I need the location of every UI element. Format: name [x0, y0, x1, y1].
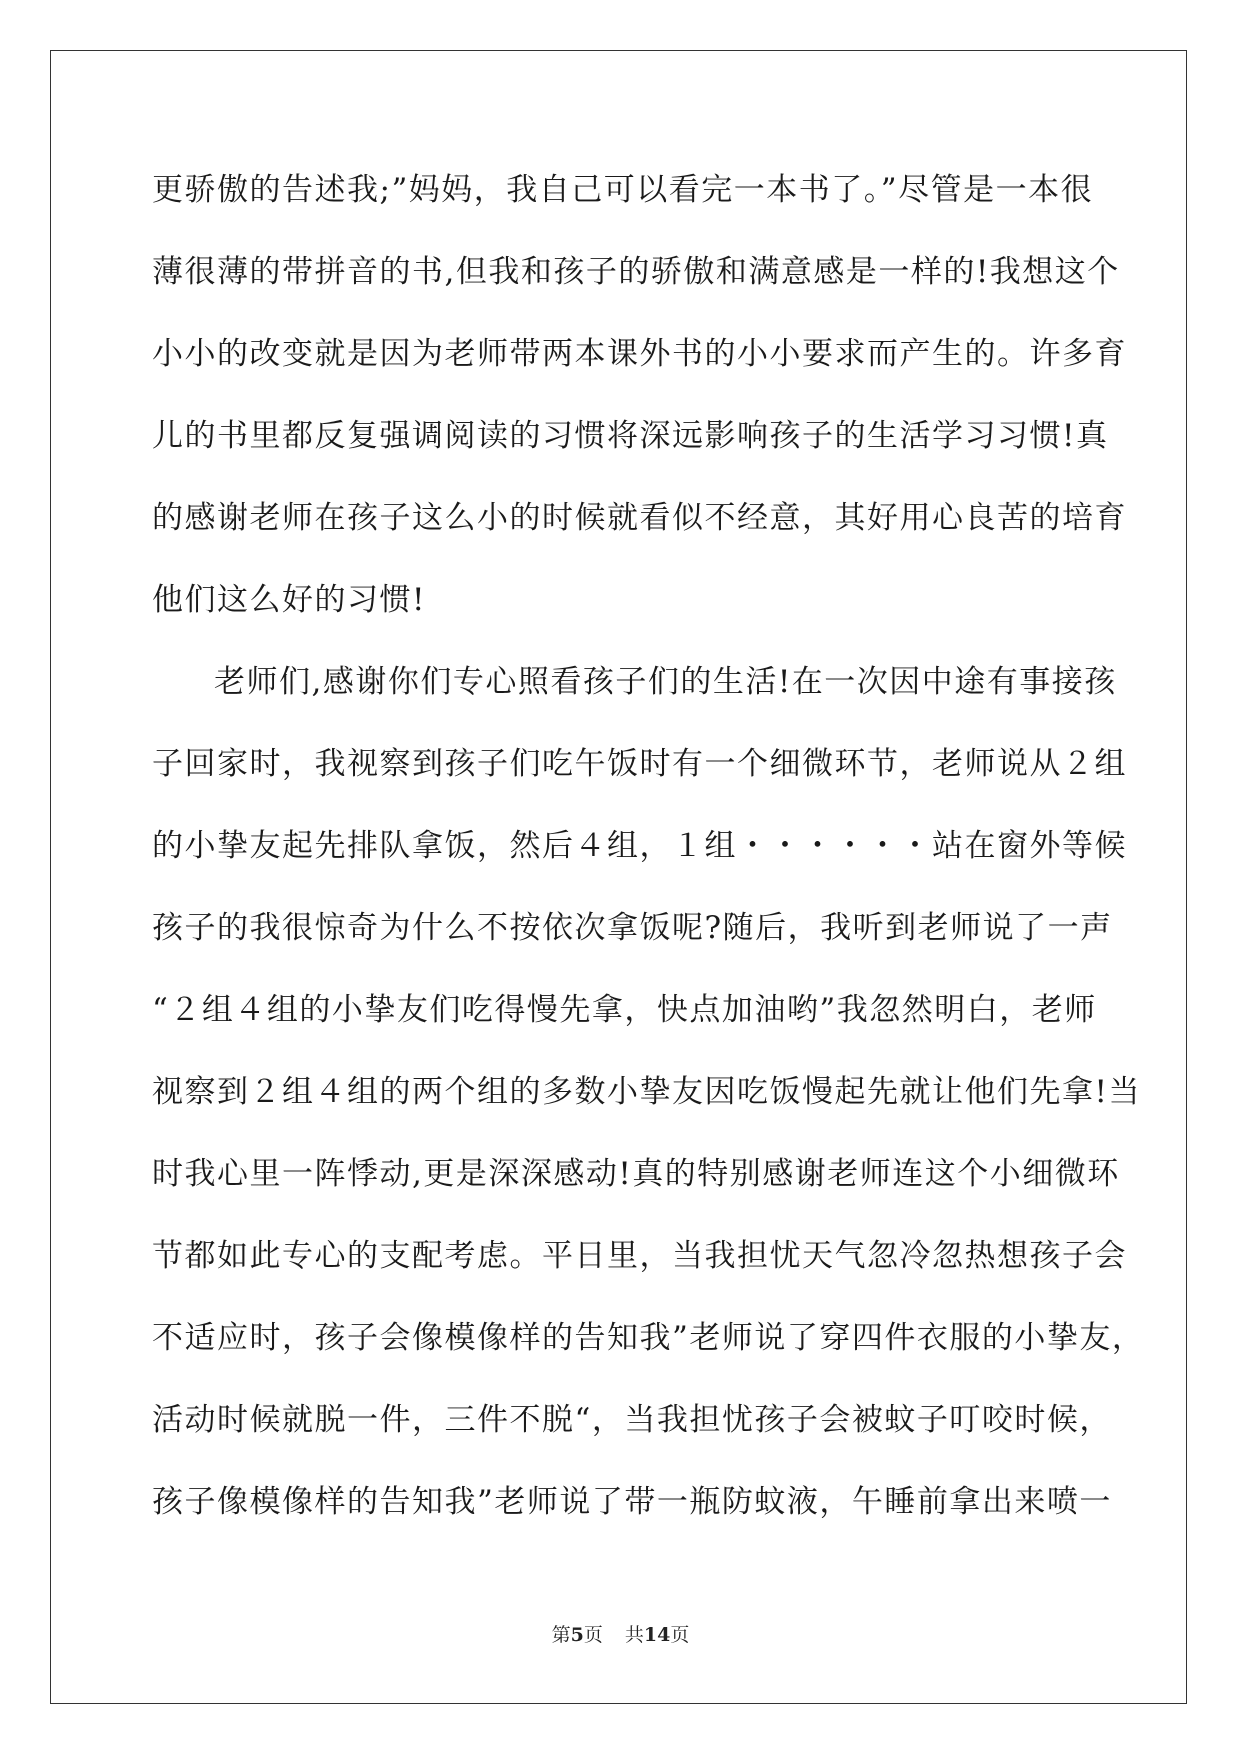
total-pages-number: 14 — [643, 1624, 671, 1646]
total-label-suffix: 页 — [670, 1624, 690, 1646]
text-line: 不适应时，孩子会像模像样的告知我”老师说了穿四件衣服的小挚友， — [152, 1320, 1145, 1356]
text-line: 老师们,感谢你们专心照看孩子们的生活!在一次因中途有事接孩 — [214, 664, 1117, 700]
text-line: 的感谢老师在孩子这么小的时候就看似不经意，其好用心良苦的培育 — [152, 500, 1127, 536]
text-line: 孩子的我很惊奇为什么不按依次拿饭呢?随后，我听到老师说了一声 — [152, 910, 1113, 946]
text-line: 活动时候就脱一件，三件不脱“，当我担忧孩子会被蚊子叮咬时候， — [152, 1402, 1112, 1438]
text-line: 节都如此专心的支配考虑。平日里，当我担忧天气忽冷忽热想孩子会 — [152, 1238, 1127, 1274]
current-page-number: 5 — [570, 1624, 584, 1646]
total-label-prefix: 共 — [624, 1624, 644, 1646]
text-line: 他们这么好的习惯! — [152, 582, 426, 618]
text-line: “２组４组的小挚友们吃得慢先拿，快点加油哟”我忽然明白，老师 — [152, 992, 1097, 1028]
text-line: 薄很薄的带拼音的书,但我和孩子的骄傲和满意感是一样的!我想这个 — [152, 254, 1120, 290]
paragraph-2 — [152, 652, 1145, 1554]
page-label-suffix: 页 — [583, 1624, 603, 1646]
text-line: 小小的改变就是因为老师带两本课外书的小小要求而产生的。许多育 — [152, 336, 1127, 372]
page-footer — [0, 1620, 1241, 1647]
text-line: 视察到２组４组的两个组的多数小挚友因吃饭慢起先就让他们先拿!当 — [152, 1074, 1141, 1110]
text-line: 孩子像模像样的告知我”老师说了带一瓶防蚊液，午睡前拿出来喷一 — [152, 1484, 1112, 1520]
text-line: 的小挚友起先排队拿饭，然后４组，１组・・・・・・站在窗外等候 — [152, 828, 1127, 864]
text-line: 时我心里一阵悸动,更是深深感动!真的特别感谢老师连这个小细微环 — [152, 1156, 1120, 1192]
text-line: 子回家时，我视察到孩子们吃午饭时有一个细微环节，老师说从２组 — [152, 746, 1127, 782]
paragraph-1 — [152, 160, 1127, 652]
document-body — [152, 160, 1145, 1554]
text-line: 更骄傲的告述我;”妈妈，我自己可以看完一本书了。”尽管是一本很 — [152, 172, 1094, 208]
page-label-prefix: 第 — [551, 1624, 571, 1646]
text-line: 儿的书里都反复强调阅读的习惯将深远影响孩子的生活学习习惯!真 — [152, 418, 1109, 454]
